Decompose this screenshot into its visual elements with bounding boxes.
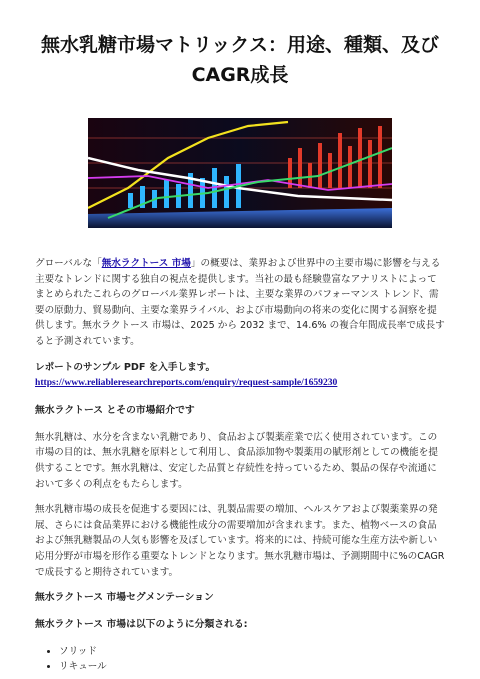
sample-label: レポートのサンプル PDF を入手します。 — [35, 361, 216, 373]
list-item: • ソリッド — [59, 644, 445, 659]
section-heading-segmentation: 無水ラクトース 市場セグメンテーション — [35, 592, 214, 604]
stock-chart-graphic — [88, 118, 392, 228]
article-body — [35, 256, 445, 674]
page-title: 無水乳糖市場マトリックス：用途、種類、及びCAGR成長 — [40, 34, 440, 86]
sample-block — [35, 360, 445, 391]
market-link[interactable]: 無水ラクトース 市場 — [101, 258, 191, 269]
section-heading-intro: 無水ラクトース とその市場紹介です — [35, 404, 195, 416]
segmentation-subheading: 無水ラクトース 市場は以下のように分類される: — [35, 619, 248, 631]
hero-chart-image — [88, 118, 392, 228]
section-paragraph-2: 無水乳糖市場の成長を促進する要因には、乳製品需要の増加、ヘルスケアおよび製薬業界の発展、さらには食品業界における機能性成分の需要増加が含まれます。また、植物ベースの食品および無乳糖製品の人気も影響を及ぼしています。将来的には、持続可能な生産方法や新しい応用分野が市場を形作る重要なトレンドとなります。無水乳糖市場は、予測期間中に%のCAGRで成長すると期待されています。 — [35, 504, 445, 578]
segment-list — [35, 644, 445, 674]
sample-url-link[interactable]: https://www.reliableresearchreports.com/enquiry/request-sample/1659230 — [35, 377, 338, 389]
intro-paragraph: グローバルな「無水ラクトース 市場」の概要は、業界および世界中の主要市場に影響を与える主要なトレンドに関する独自の視点を提供します。当社の最も経験豊富なアナリストによってまとめられたこれらのグローバル業界レポートは、主要な業界のパフォーマンス トレンド、需要の原動力、貿易動向、主要な業界ライバル、および市場動向の将来の変化に関する洞察を提供します。無水ラクトース 市場は、2025 から 2032 まで、14.6% の複合年間成長率で成長すると予測されています。 — [35, 258, 445, 347]
list-item: • リキュール — [59, 659, 445, 674]
section-paragraph-1: 無水乳糖は、水分を含まない乳糖であり、食品および製薬産業で広く使用されています。この市場の目的は、無水乳糖を原料として利用し、食品添加物や製薬用の賦形剤としての機能を提供することです。無水乳糖は、安定した品質と存続性を持っているため、製品の保存や流通において多くの利点をもたらします。 — [35, 431, 438, 490]
